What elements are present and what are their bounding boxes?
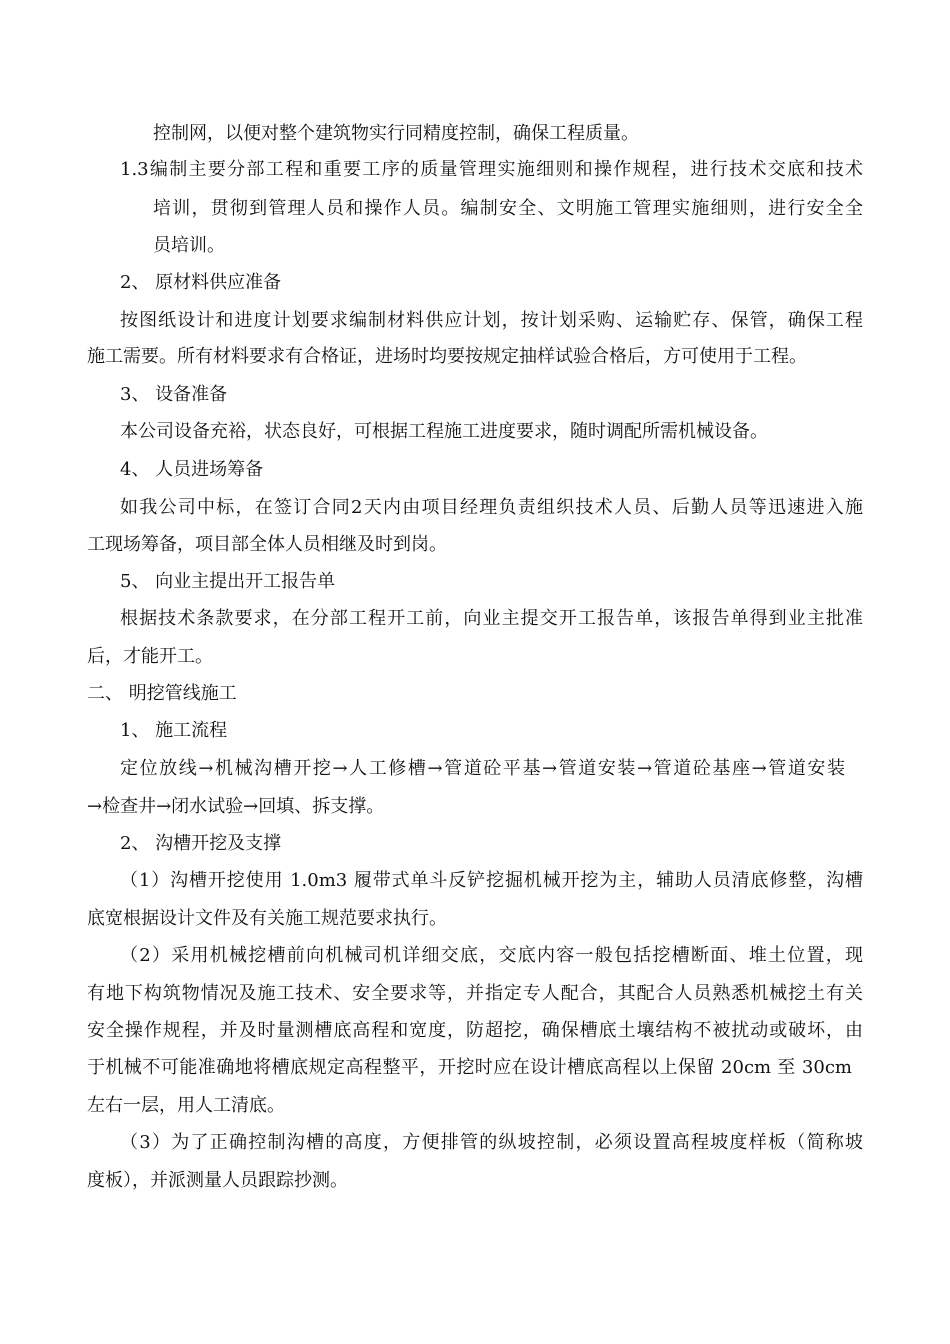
paragraph-line: 本公司设备充裕，状态良好，可根据工程施工进度要求，随时调配所需机械设备。 [120,421,768,442]
section-heading: 2、 原材料供应准备 [120,272,282,293]
section-heading: 3、 设备准备 [120,384,228,405]
paragraph-line: 度板），并派测量人员跟踪抄测。 [87,1170,348,1191]
paragraph-line: →检查井→闭水试验→回填、拆支撑。 [87,796,385,817]
section-heading: 4、 人员进场筹备 [120,459,264,480]
paragraph-line: 按图纸设计和进度计划要求编制材料供应计划，按计划采购、运输贮存、保管，确保工程 [120,310,863,331]
paragraph-line: 底宽根据设计文件及有关施工规范要求执行。 [87,908,447,929]
paragraph-line: 定位放线→机械沟槽开挖→人工修槽→管道砼平基→管道安装→管道砼基座→管道安装 [120,758,845,779]
paragraph-line: （1）沟槽开挖使用 1.0m3 履带式单斗反铲挖掘机械开挖为主，辅助人员清底修整，沟槽 [120,870,863,891]
paragraph-line: 控制网，以便对整个建筑物实行同精度控制，确保工程质量。 [153,123,639,144]
chapter-heading: 二、 明挖管线施工 [87,683,237,704]
paragraph-line: 培训，贯彻到管理人员和操作人员。编制安全、文明施工管理实施细则，进行安全全 [153,198,863,219]
section-heading: 1、 施工流程 [120,720,228,741]
paragraph-line: 员培训。 [153,235,225,256]
paragraph-line: （3）为了正确控制沟槽的高度，方便排管的纵坡控制，必须设置高程坡度样板（简称坡 [120,1132,863,1153]
paragraph-line: 于机械不可能准确地将槽底规定高程整平，开挖时应在设计槽底高程以上保留 20cm 至 30cm [87,1057,852,1078]
paragraph-line: 有地下构筑物情况及施工技术、安全要求等，并指定专人配合，其配合人员熟悉机械挖土有关 [87,983,863,1004]
paragraph-line: 工现场筹备，项目部全体人员相继及时到岗。 [87,534,447,555]
paragraph-line: 施工需要。所有材料要求有合格证，进场时均要按规定抽样试验合格后，方可使用于工程。 [87,346,807,367]
section-heading: 5、 向业主提出开工报告单 [120,571,336,592]
paragraph-line: （2）采用机械挖槽前向机械司机详细交底，交底内容一般包括挖槽断面、堆土位置，现 [120,945,863,966]
paragraph-line: 左右一层，用人工清底。 [87,1095,285,1116]
paragraph-line: 1.3编制主要分部工程和重要工序的质量管理实施细则和操作规程，进行技术交底和技术 [120,159,863,180]
section-heading: 2、 沟槽开挖及支撑 [120,833,282,854]
paragraph-line: 根据技术条款要求，在分部工程开工前，向业主提交开工报告单，该报告单得到业主批准 [120,608,863,629]
paragraph-line: 如我公司中标，在签订合同2天内由项目经理负责组织技术人员、后勤人员等迅速进入施 [120,497,863,518]
paragraph-line: 后，才能开工。 [87,646,213,667]
paragraph-line: 安全操作规程，并及时量测槽底高程和宽度，防超挖，确保槽底土壤结构不被扰动或破坏，由 [87,1020,863,1041]
